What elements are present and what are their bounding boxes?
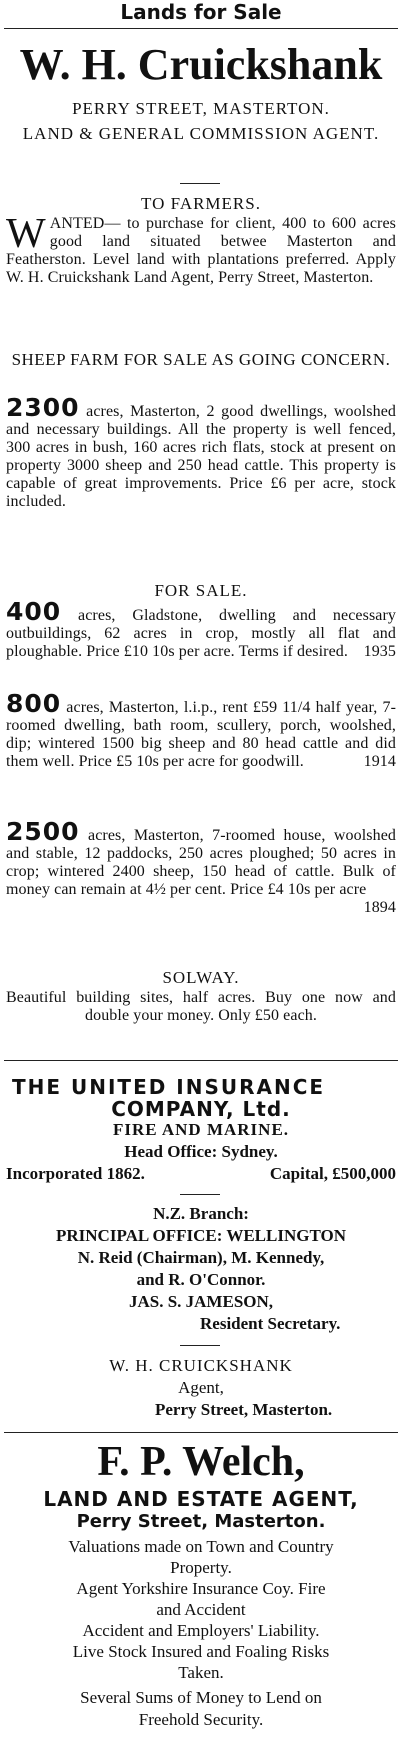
listing-2300-acres: 2300 — [6, 393, 80, 422]
ad2-bottom-rule — [4, 1432, 398, 1433]
insurance-incorporated: Incorporated 1862. — [6, 1164, 145, 1183]
welch-role: LAND AND ESTATE AGENT, — [43, 1487, 359, 1511]
cruickshank-address: PERRY STREET, MASTERTON. — [72, 99, 330, 118]
section-banner: Lands for Sale — [120, 0, 282, 24]
wanted-notice — [6, 211, 396, 287]
solway-text: Beautiful building sites, half acres. Buy one now and double your money. Only £50 each. — [6, 989, 396, 1024]
listing-2500-ref: 1894 — [363, 899, 396, 916]
welch-line-2: Property. — [170, 1558, 232, 1577]
insurance-secretary-name: JAS. S. JAMESON, — [128, 1292, 274, 1311]
welch-name: F. P. Welch, — [97, 1439, 305, 1485]
listing-800-text: acres, Masterton, l.i.p., rent £59 11/4 half year, 7-roomed dwelling, bath room, scullery, porch, woolshed, dip; wintered 1500 big sheep and 80 head cattle and did them well. Price £5 10s per acre for goodwill. — [6, 699, 397, 770]
sheep-farm-heading: SHEEP FARM FOR SALE AS GOING CONCERN. — [11, 350, 391, 369]
welch-line-1: Valuations made on Town and Country — [68, 1537, 334, 1556]
listing-800 — [6, 689, 397, 771]
insurance-title-line1: THE UNITED INSURANCE — [12, 1075, 326, 1099]
welch-line-8: Several Sums of Money to Lend on — [80, 1688, 322, 1707]
insurance-agent-word: Agent, — [178, 1378, 224, 1397]
insurance-capital: Capital, £500,000 — [269, 1164, 396, 1183]
for-sale-heading: FOR SALE. — [154, 581, 248, 600]
listing-800-acres: 800 — [6, 689, 62, 718]
insurance-secretary-title: Resident Secretary. — [200, 1314, 341, 1333]
welch-line-6: Live Stock Insured and Foaling Risks — [72, 1642, 330, 1661]
insurance-directors-1: N. Reid (Chairman), M. Kennedy, — [77, 1248, 325, 1267]
listing-2500-acres: 2500 — [6, 817, 80, 846]
banner-rule — [4, 28, 398, 29]
welch-address: Perry Street, Masterton. — [76, 1511, 326, 1532]
listing-2300 — [6, 393, 396, 511]
insurance-principal-office: PRINCIPAL OFFICE: WELLINGTON — [56, 1226, 346, 1245]
listing-400-text: acres, Gladstone, dwelling and necessary outbuildings, 62 acres in crop, mostly all flat and ploughable. Price £10 10s per acre. Terms if desired. — [6, 607, 396, 660]
insurance-branch: N.Z. Branch: — [153, 1204, 249, 1223]
cruickshank-name: W. H. Cruickshank — [19, 40, 383, 89]
insurance-mid-rule — [180, 1194, 220, 1195]
welch-line-9: Freehold Security. — [138, 1710, 264, 1729]
listing-400 — [6, 597, 396, 661]
insurance-lower-rule — [180, 1345, 220, 1346]
listing-800-ref: 1914 — [363, 753, 396, 770]
insurance-agent-name: W. H. CRUICKSHANK — [109, 1356, 293, 1375]
insurance-fire-marine: FIRE AND MARINE. — [112, 1120, 290, 1139]
listing-2500-text: acres, Masterton, 7-roomed house, woolshed and stable, 12 paddocks, 250 acres ploughed; 50 acres in crop; wintered 2400 sheep, 150 head of cattle. Bulk of money can remain at 4½ per cent. Price £4 10s per acre — [6, 827, 396, 898]
ad1-bottom-rule — [4, 1060, 398, 1061]
role-rule — [180, 183, 220, 184]
solway-heading: SOLWAY. — [162, 968, 240, 987]
welch-line-3: Agent Yorkshire Insurance Coy. Fire — [76, 1579, 326, 1598]
welch-line-5: Accident and Employers' Liability. — [82, 1621, 320, 1640]
insurance-title-line2: COMPANY, Ltd. — [111, 1097, 291, 1121]
wanted-text: ANTED— to purchase for client, 400 to 600 acres good land situated betwee Masterton and Featherston. Level land with plantations preferred. Apply W. H. Cruickshank Land Agent, Perry Street, Masterton. — [6, 215, 396, 286]
cruickshank-role: LAND & GENERAL COMMISSION AGENT. — [22, 124, 380, 143]
insurance-directors-2: and R. O'Connor. — [136, 1270, 266, 1289]
farmers-heading: TO FARMERS. — [141, 194, 261, 213]
listing-2500 — [6, 817, 396, 917]
listing-2300-text: acres, Masterton, 2 good dwellings, woolshed and necessary buildings. All the property is well fenced, 300 acres in bush, 160 acres rich flats, stock at present on property 3000 sheep and 250 head cattle. This property is capable of great improvements. Price £6 per acre, stock included. — [6, 403, 396, 510]
listing-400-acres: 400 — [6, 597, 62, 626]
insurance-agent-address: Perry Street, Masterton. — [155, 1400, 333, 1419]
insurance-incorporated-line — [6, 1164, 396, 1184]
welch-line-7: Taken. — [178, 1663, 224, 1682]
insurance-head-office: Head Office: Sydney. — [124, 1142, 278, 1161]
welch-line-4: and Accident — [156, 1600, 246, 1619]
wanted-dropcap: W — [6, 211, 46, 257]
listing-400-ref: 1935 — [363, 643, 396, 660]
